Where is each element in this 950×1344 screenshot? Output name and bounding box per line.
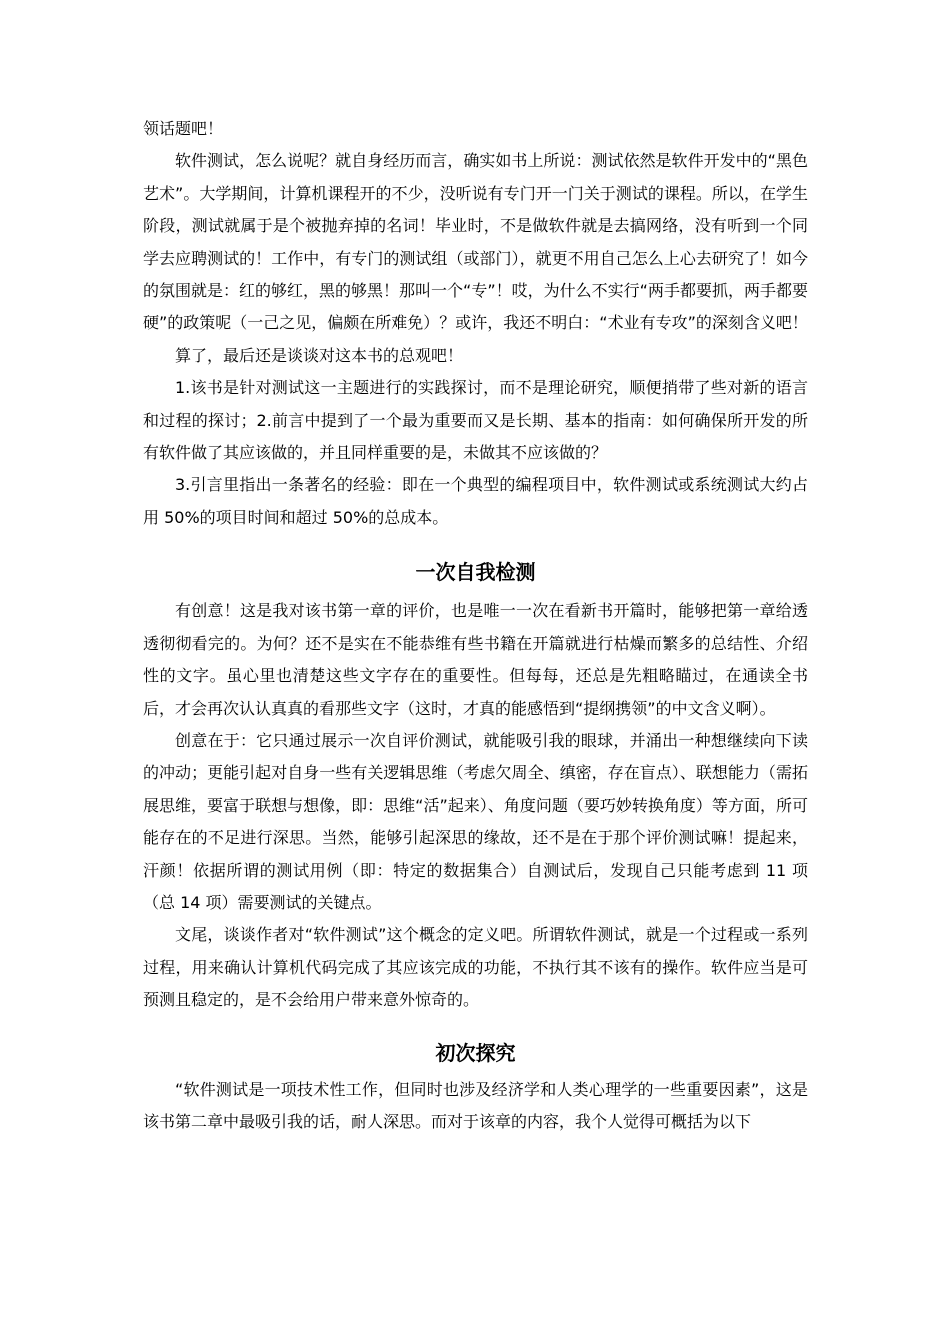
paragraph: 1.该书是针对测试这一主题进行的实践探讨，而不是理论研究，顺便捎带了些对新的语言和过程的探讨；2.前言中提到了一个最为重要而又是长期、基本的指南：如何确保所开发的所有软件做了其应该做的，并且同样重要的是，未做其不应该做的？ <box>143 378 808 463</box>
document-body <box>143 113 808 1138</box>
section-heading: 一次自我检测 <box>415 560 536 585</box>
paragraph: 3.引言里指出一条著名的经验：即在一个典型的编程项目中，软件测试或系统测试大约占用 50%的项目时间和超过 50%的总成本。 <box>143 475 808 527</box>
paragraph: 算了，最后还是谈谈对这本书的总观吧！ <box>175 345 464 365</box>
paragraph: “软件测试是一项技术性工作，但同时也涉及经济学和人类心理学的一些重要因素”，这是该书第二章中最吸引我的话，耐人深思。而对于该章的内容，我个人觉得可概括为以下 <box>143 1079 808 1131</box>
paragraph: 文尾，谈谈作者对“软件测试”这个概念的定义吧。所谓软件测试，就是一个过程或一系列过程，用来确认计算机代码完成了其应该完成的功能，不执行其不该有的操作。软件应当是可预测且稳定的，是不会给用户带来意外惊奇的。 <box>143 925 808 1010</box>
paragraph: 创意在于：它只通过展示一次自评价测试，就能吸引我的眼球，并涌出一种想继续向下读的冲动；更能引起对自身一些有关逻辑思维（考虑欠周全、缜密，存在盲点）、联想能力（需拓展思维，要富于联想与想像，即：思维“活”起来）、角度问题（要巧妙转换角度）等方面，所可能存在的不足进行深思。当然，能够引起深思的缘故，还不是在于那个评价测试嘛！提起来，汗颜！依据所谓的测试用例（即：特定的数据集合）自测试后，发现自己只能考虑到 11 项（总 14 项）需要测试的关键点。 <box>143 730 808 912</box>
paragraph: 有创意！这是我对该书第一章的评价，也是唯一一次在看新书开篇时，能够把第一章给透透彻彻看完的。为何？还不是实在不能恭维有些书籍在开篇就进行枯燥而繁多的总结性、介绍性的文字。虽心里也清楚这些文字存在的重要性。但每每，还总是先粗略瞄过，在通读全书后，才会再次认认真真的看那些文字（这时，才真的能感悟到“提纲携领”的中文含义啊）。 <box>143 601 808 718</box>
section-heading: 初次探究 <box>435 1040 516 1065</box>
paragraph: 软件测试，怎么说呢？就自身经历而言，确实如书上所说：测试依然是软件开发中的“黑色艺术”。大学期间，计算机课程开的不少，没听说有专门开一门关于测试的课程。所以，在学生阶段，测试就属于是个被抛弃掉的名词！毕业时，不是做软件就是去搞网络，没有听到一个同学去应聘测试的！工作中，有专门的测试组（或部门），就更不用自己怎么上心去研究了！如今的氛围就是：红的够红，黑的够黑！那叫一个“专”！哎，为什么不实行“两手都要抓，两手都要硬”的政策呢（一己之见，偏颇在所难免）？或许，我还不明白：“术业有专攻”的深刻含义吧！ <box>143 151 808 333</box>
continued-fragment: 领话题吧！ <box>143 119 224 138</box>
